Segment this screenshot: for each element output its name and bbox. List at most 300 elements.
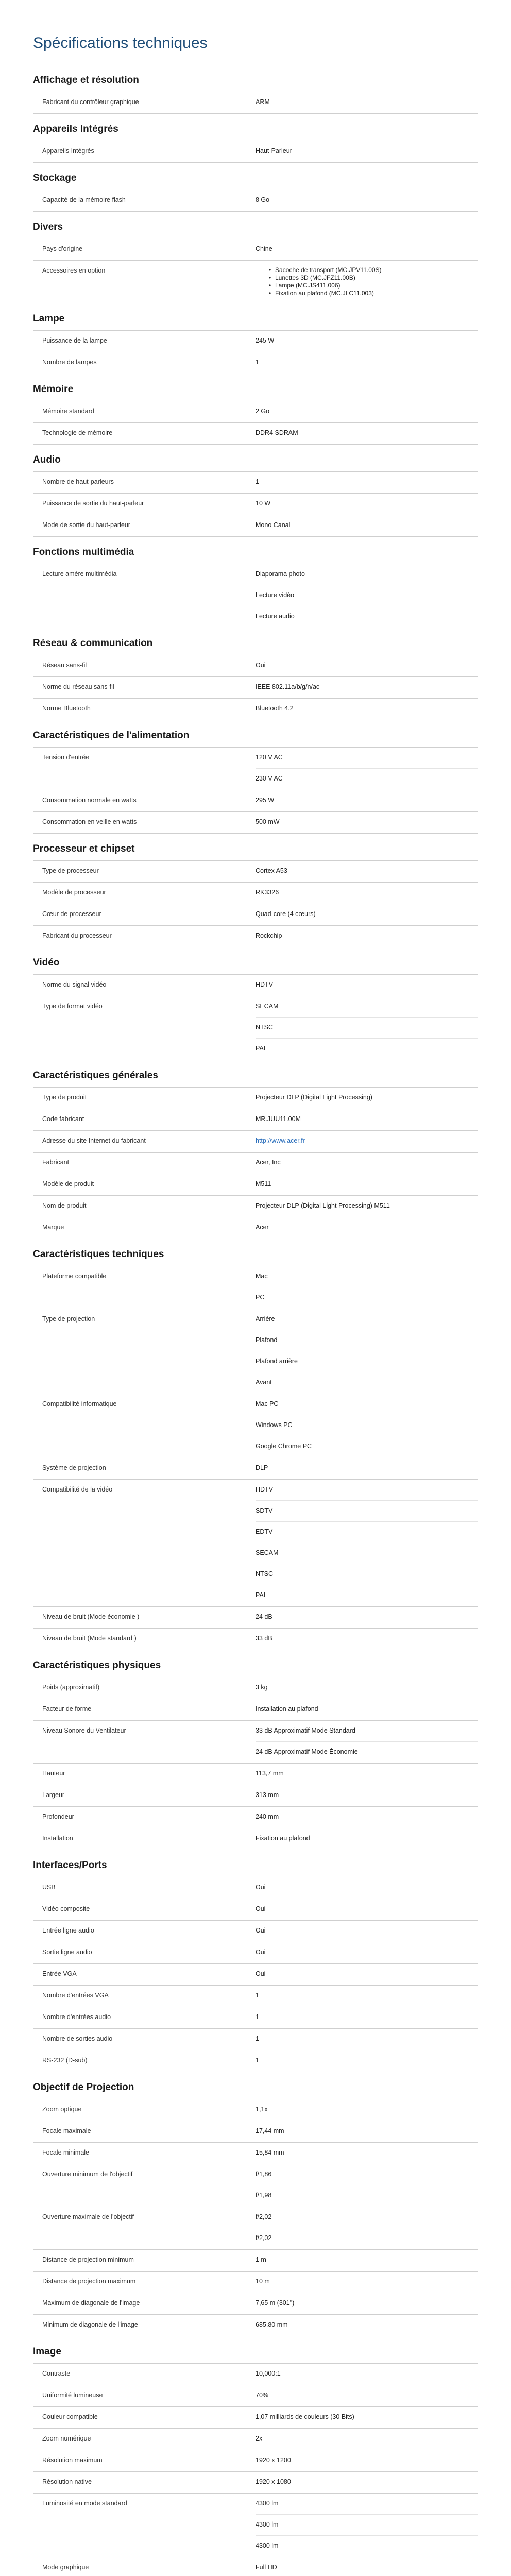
spec-table (33, 239, 478, 303)
spec-label: Nom de produit (42, 1202, 87, 1209)
section-title: Vidéo (33, 957, 60, 968)
spec-value: Haut-Parleur (256, 147, 292, 155)
spec-row (33, 1828, 478, 1850)
spec-label: Accessoires en option (42, 267, 106, 274)
spec-value: M511 (256, 1180, 271, 1188)
spec-value: 70% (256, 2392, 269, 2399)
page-title: Spécifications techniques (33, 35, 208, 52)
spec-row (33, 1677, 478, 1699)
spec-value: Oui (256, 662, 266, 669)
spec-row (33, 655, 478, 677)
spec-label: Zoom numérique (42, 2435, 91, 2442)
spec-row (33, 141, 478, 163)
spec-label: Tension d'entrée (42, 754, 90, 761)
spec-section (0, 2072, 511, 2336)
spec-row (33, 2385, 478, 2407)
spec-values (256, 1921, 478, 1942)
spec-label: Ouverture minimum de l'objectif (42, 2171, 133, 2178)
section-title: Fonctions multimédia (33, 547, 134, 557)
spec-value: PAL (256, 1591, 267, 1599)
spec-label: Facteur de forme (42, 1705, 92, 1713)
spec-values (256, 996, 478, 1060)
spec-row (33, 472, 478, 494)
spec-values (256, 1677, 478, 1699)
spec-table (33, 1877, 478, 2072)
spec-values (256, 2385, 478, 2406)
spec-value: SECAM (256, 1543, 478, 1564)
spec-value: 230 V AC (256, 775, 283, 782)
spec-section (0, 834, 511, 947)
section-title: Stockage (33, 173, 77, 183)
spec-label: Installation (42, 1835, 73, 1842)
spec-row (33, 1942, 478, 1964)
spec-values (256, 2207, 478, 2249)
spec-value: 1 (256, 359, 259, 366)
section-title: Interfaces/Ports (33, 1860, 107, 1871)
spec-value: Full HD (256, 2564, 277, 2571)
spec-row (33, 975, 478, 996)
spec-value: HDTV (256, 981, 274, 988)
spec-values (256, 2143, 478, 2164)
spec-values (256, 812, 478, 833)
spec-values (256, 331, 478, 352)
spec-row (33, 677, 478, 699)
spec-values (256, 141, 478, 162)
spec-value: Diaporama photo (256, 564, 478, 585)
spec-table (33, 1677, 478, 1850)
section-title: Processeur et chipset (33, 843, 135, 854)
spec-row (33, 1174, 478, 1196)
spec-value: Mono Canal (256, 521, 291, 529)
spec-value: Google Chrome PC (256, 1443, 312, 1450)
spec-label: Nombre de lampes (42, 359, 97, 366)
spec-section (0, 114, 511, 163)
spec-row (33, 1699, 478, 1721)
spec-label: Nombre d'entrées audio (42, 2013, 111, 2021)
spec-value: Projecteur DLP (Digital Light Processing) (256, 1094, 372, 1101)
spec-value: Plafond (256, 1330, 478, 1351)
spec-section (0, 445, 511, 537)
spec-value: 1 (256, 1992, 259, 1999)
spec-values (256, 1309, 478, 1394)
section-title: Réseau & communication (33, 638, 153, 649)
spec-table (33, 2099, 478, 2336)
spec-row (33, 1986, 478, 2007)
spec-values (256, 2250, 478, 2271)
spec-value: ARM (256, 98, 270, 106)
spec-value: 4300 lm (256, 2494, 478, 2515)
spec-value: 1,1x (256, 2106, 268, 2113)
spec-label: Type de format vidéo (42, 1003, 103, 1010)
spec-table (33, 860, 478, 947)
spec-label: Minimum de diagonale de l'image (42, 2321, 138, 2328)
spec-values (256, 2557, 478, 2576)
spec-row (33, 2293, 478, 2315)
spec-label: Hauteur (42, 1770, 65, 1777)
spec-values (256, 1785, 478, 1806)
spec-value: 4300 lm (256, 2542, 279, 2549)
spec-label: Adresse du site Internet du fabricant (42, 1137, 146, 1144)
spec-table (33, 471, 478, 537)
spec-row (33, 2207, 478, 2250)
spec-values (256, 1607, 478, 1628)
spec-label: RS-232 (D-sub) (42, 2057, 88, 2064)
spec-values (256, 2315, 478, 2336)
spec-label: Appareils Intégrés (42, 147, 94, 155)
spec-row (33, 1109, 478, 1131)
spec-value: Bluetooth 4.2 (256, 705, 294, 712)
spec-table (33, 1266, 478, 1650)
spec-row (33, 1785, 478, 1807)
spec-value: 10 m (256, 2278, 270, 2285)
spec-label: Puissance de la lampe (42, 337, 107, 344)
spec-row (33, 352, 478, 374)
spec-values (256, 1088, 478, 1109)
spec-value: f/1,86 (256, 2164, 478, 2185)
spec-values (256, 1394, 478, 1458)
spec-value: Plafond arrière (256, 1351, 478, 1372)
spec-values (256, 352, 478, 374)
spec-values (256, 2272, 478, 2293)
spec-label: Nombre de sorties audio (42, 2035, 113, 2042)
spec-row (33, 401, 478, 423)
spec-value: PAL (256, 1045, 267, 1052)
spec-value: 15,84 mm (256, 2149, 284, 2156)
spec-table (33, 564, 478, 628)
spec-value: 1,07 milliards de couleurs (30 Bits) (256, 2413, 354, 2420)
spec-label: Entrée VGA (42, 1970, 77, 1977)
spec-label: Luminosité en mode standard (42, 2500, 127, 2507)
spec-value: 120 V AC (256, 748, 478, 769)
spec-value: 1 (256, 2013, 259, 2021)
spec-row (33, 494, 478, 515)
spec-value: 10,000:1 (256, 2370, 281, 2377)
spec-value: 24 dB Approximatif Mode Économie (256, 1748, 358, 1755)
spec-row (33, 1607, 478, 1629)
spec-value: 240 mm (256, 1813, 279, 1820)
spec-row (33, 699, 478, 720)
spec-table (33, 747, 478, 834)
spec-values (256, 2429, 478, 2450)
spec-value: Avant (256, 1379, 272, 1386)
spec-value: NTSC (256, 1564, 478, 1585)
spec-row (33, 2472, 478, 2494)
spec-value: SDTV (256, 1501, 478, 1522)
spec-section (0, 163, 511, 212)
spec-value: Cortex A53 (256, 867, 287, 874)
spec-list-item: • Lampe (MC.JS411.006) (275, 282, 472, 290)
spec-row (33, 2029, 478, 2050)
spec-value: RK3326 (256, 889, 279, 896)
spec-values (256, 1153, 478, 1174)
spec-row (33, 1153, 478, 1174)
spec-values (256, 239, 478, 260)
spec-values (256, 2029, 478, 2050)
spec-label: Niveau de bruit (Mode économie ) (42, 1613, 140, 1620)
section-title: Divers (33, 222, 63, 232)
spec-values (256, 2099, 478, 2121)
spec-value-list (256, 261, 478, 303)
spec-value: 1 (256, 2057, 259, 2064)
spec-values (256, 2472, 478, 2493)
spec-label: Type de produit (42, 1094, 87, 1101)
spec-value: 1 (256, 478, 259, 485)
spec-section (0, 212, 511, 303)
spec-value: MR.JUU11.00M (256, 1115, 301, 1123)
spec-row (33, 1807, 478, 1828)
spec-value: f/2,02 (256, 2207, 478, 2228)
section-title: Lampe (33, 313, 65, 324)
spec-row (33, 92, 478, 114)
spec-label: Maximum de diagonale de l'image (42, 2299, 140, 2307)
spec-values (256, 1964, 478, 1985)
spec-value: 1 m (256, 2256, 266, 2263)
spec-value: 2x (256, 2435, 263, 2442)
spec-value: PC (256, 1294, 265, 1301)
spec-values (256, 1174, 478, 1195)
spec-label: Résolution maximum (42, 2456, 103, 2464)
spec-label: Pays d'origine (42, 245, 83, 252)
spec-row (33, 861, 478, 883)
section-title: Mémoire (33, 384, 74, 395)
spec-value: Projecteur DLP (Digital Light Processing) M511 (256, 1202, 390, 1209)
section-title: Caractéristiques de l'alimentation (33, 730, 190, 741)
spec-section (0, 65, 511, 114)
spec-values (256, 677, 478, 698)
spec-value: 24 dB (256, 1613, 272, 1620)
spec-label: Plateforme compatible (42, 1273, 107, 1280)
spec-row (33, 515, 478, 537)
spec-label: Technologie de mémoire (42, 429, 113, 436)
spec-label: Ouverture maximale de l'objectif (42, 2213, 134, 2221)
spec-label: Capacité de la mémoire flash (42, 196, 126, 204)
spec-value: 500 mW (256, 818, 280, 825)
spec-row (33, 904, 478, 926)
spec-value: Oui (256, 1948, 266, 1956)
spec-value: Oui (256, 1970, 266, 1977)
spec-section (0, 1850, 511, 2072)
spec-list-item: • Fixation au plafond (MC.JLC11.003) (275, 290, 472, 297)
spec-row (33, 2429, 478, 2450)
spec-value: Mac (256, 1266, 478, 1287)
spec-row (33, 1877, 478, 1899)
spec-value: Quad-core (4 cœurs) (256, 910, 316, 918)
spec-values (256, 861, 478, 882)
spec-value: 33 dB (256, 1635, 272, 1642)
spec-value: 8 Go (256, 196, 270, 204)
spec-values (256, 1807, 478, 1828)
spec-row (33, 2315, 478, 2336)
spec-value: Mac PC (256, 1394, 478, 1415)
spec-row (33, 2407, 478, 2429)
spec-value: Rockchip (256, 932, 282, 939)
spec-value: DDR4 SDRAM (256, 429, 298, 436)
spec-value: 4300 lm (256, 2515, 478, 2536)
spec-label: Norme Bluetooth (42, 705, 91, 712)
spec-list-item: • Lunettes 3D (MC.JFZ11.00B) (275, 274, 472, 282)
spec-list-item: • Sacoche de transport (MC.JPV11.00S) (275, 266, 472, 274)
spec-section (0, 1650, 511, 1850)
spec-label: Type de projection (42, 1315, 95, 1323)
spec-table (33, 92, 478, 114)
spec-row (33, 2450, 478, 2472)
spec-values (256, 1480, 478, 1606)
spec-value: Oui (256, 1905, 266, 1912)
spec-values (256, 2450, 478, 2471)
spec-value: Acer (256, 1224, 269, 1231)
spec-value: Lecture audio (256, 613, 295, 620)
spec-label: Sortie ligne audio (42, 1948, 92, 1956)
spec-section (0, 947, 511, 1060)
spec-row (33, 331, 478, 352)
spec-label: Modèle de processeur (42, 889, 106, 896)
spec-row (33, 812, 478, 834)
spec-label: Entrée ligne audio (42, 1927, 94, 1934)
spec-row (33, 2250, 478, 2272)
spec-values (256, 494, 478, 515)
spec-label: Largeur (42, 1791, 65, 1799)
spec-values (256, 2121, 478, 2142)
spec-values (256, 1986, 478, 2007)
spec-value: 3 kg (256, 1684, 268, 1691)
spec-value: HDTV (256, 1480, 478, 1501)
spec-row (33, 1721, 478, 1764)
spec-values (256, 2007, 478, 2028)
spec-values (256, 2407, 478, 2428)
spec-label: Contraste (42, 2370, 71, 2377)
spec-values (256, 564, 478, 628)
spec-row (33, 1480, 478, 1607)
spec-label: Nombre d'entrées VGA (42, 1992, 109, 1999)
spec-values (256, 92, 478, 113)
spec-value: DLP (256, 1464, 268, 1471)
spec-values (256, 1942, 478, 1963)
spec-section (0, 720, 511, 834)
spec-row (33, 1217, 478, 1239)
spec-row (33, 1629, 478, 1650)
spec-value: Acer, Inc (256, 1159, 281, 1166)
spec-label: Mémoire standard (42, 408, 94, 415)
spec-value: f/1,98 (256, 2192, 272, 2199)
spec-label: Profondeur (42, 1813, 74, 1820)
spec-values (256, 261, 478, 303)
spec-label: Couleur compatible (42, 2413, 98, 2420)
spec-row (33, 748, 478, 790)
spec-value: Windows PC (256, 1415, 478, 1436)
manufacturer-website-link[interactable]: http://www.acer.fr (256, 1137, 305, 1144)
spec-values (256, 1266, 478, 1309)
spec-label: Cœur de processeur (42, 910, 101, 918)
spec-table (33, 141, 478, 163)
section-title: Audio (33, 454, 61, 465)
spec-row (33, 564, 478, 628)
spec-values (256, 2164, 478, 2207)
spec-values (256, 926, 478, 947)
spec-row (33, 2164, 478, 2207)
spec-row (33, 2143, 478, 2164)
spec-values (256, 2494, 478, 2557)
spec-row (33, 2050, 478, 2072)
section-title: Appareils Intégrés (33, 124, 118, 134)
spec-row (33, 423, 478, 445)
spec-values (256, 1109, 478, 1130)
section-title: Caractéristiques physiques (33, 1660, 161, 1671)
spec-table (33, 401, 478, 445)
spec-value: 113,7 mm (256, 1770, 284, 1777)
spec-value: Arrière (256, 1309, 478, 1330)
spec-row (33, 2364, 478, 2385)
spec-label: Type de processeur (42, 867, 99, 874)
spec-values (256, 1721, 478, 1763)
spec-section (0, 2336, 511, 2576)
spec-label: Compatibilité de la vidéo (42, 1486, 113, 1493)
spec-row (33, 1088, 478, 1109)
spec-row (33, 2099, 478, 2121)
spec-value: 295 W (256, 796, 275, 804)
spec-label: Focale maximale (42, 2127, 91, 2134)
spec-value: 17,44 mm (256, 2127, 284, 2134)
spec-value: 685,80 mm (256, 2321, 288, 2328)
spec-label: Focale minimale (42, 2149, 90, 2156)
spec-table (33, 190, 478, 212)
spec-values (256, 790, 478, 811)
spec-values (256, 1828, 478, 1850)
spec-label: Fabricant du contrôleur graphique (42, 98, 139, 106)
spec-label: Niveau Sonore du Ventilateur (42, 1727, 126, 1734)
spec-row (33, 1964, 478, 1986)
spec-value: Installation au plafond (256, 1705, 318, 1713)
spec-label: Zoom optique (42, 2106, 82, 2113)
spec-section (0, 1060, 511, 1239)
spec-section (0, 374, 511, 445)
spec-row (33, 1899, 478, 1921)
spec-label: Marque (42, 1224, 64, 1231)
spec-row (33, 1196, 478, 1217)
spec-values (256, 1458, 478, 1479)
spec-label: Résolution native (42, 2478, 92, 2485)
spec-label: Norme du signal vidéo (42, 981, 107, 988)
spec-table (33, 2363, 478, 2576)
spec-row (33, 790, 478, 812)
section-title: Objectif de Projection (33, 2082, 134, 2093)
spec-value: 2 Go (256, 408, 270, 415)
spec-row (33, 1764, 478, 1785)
spec-row (33, 1266, 478, 1309)
spec-values (256, 1196, 478, 1217)
spec-section (0, 1239, 511, 1650)
spec-row (33, 2121, 478, 2143)
spec-values (256, 1899, 478, 1920)
spec-values (256, 748, 478, 790)
spec-values (256, 1764, 478, 1785)
spec-label: Fabricant du processeur (42, 932, 112, 939)
section-title: Image (33, 2346, 61, 2357)
spec-value: Oui (256, 1884, 266, 1891)
spec-values (256, 423, 478, 444)
spec-label: Compatibilité informatique (42, 1400, 117, 1408)
spec-table (33, 974, 478, 1060)
spec-value: Oui (256, 1927, 266, 1934)
spec-value: NTSC (256, 1018, 478, 1039)
spec-row (33, 1458, 478, 1480)
spec-label: Norme du réseau sans-fil (42, 683, 114, 690)
spec-value: 10 W (256, 500, 271, 507)
spec-value: f/2,02 (256, 2234, 272, 2242)
spec-value: 1 (256, 2035, 259, 2042)
spec-values (256, 472, 478, 493)
spec-label: Distance de projection minimum (42, 2256, 134, 2263)
spec-row (33, 190, 478, 212)
